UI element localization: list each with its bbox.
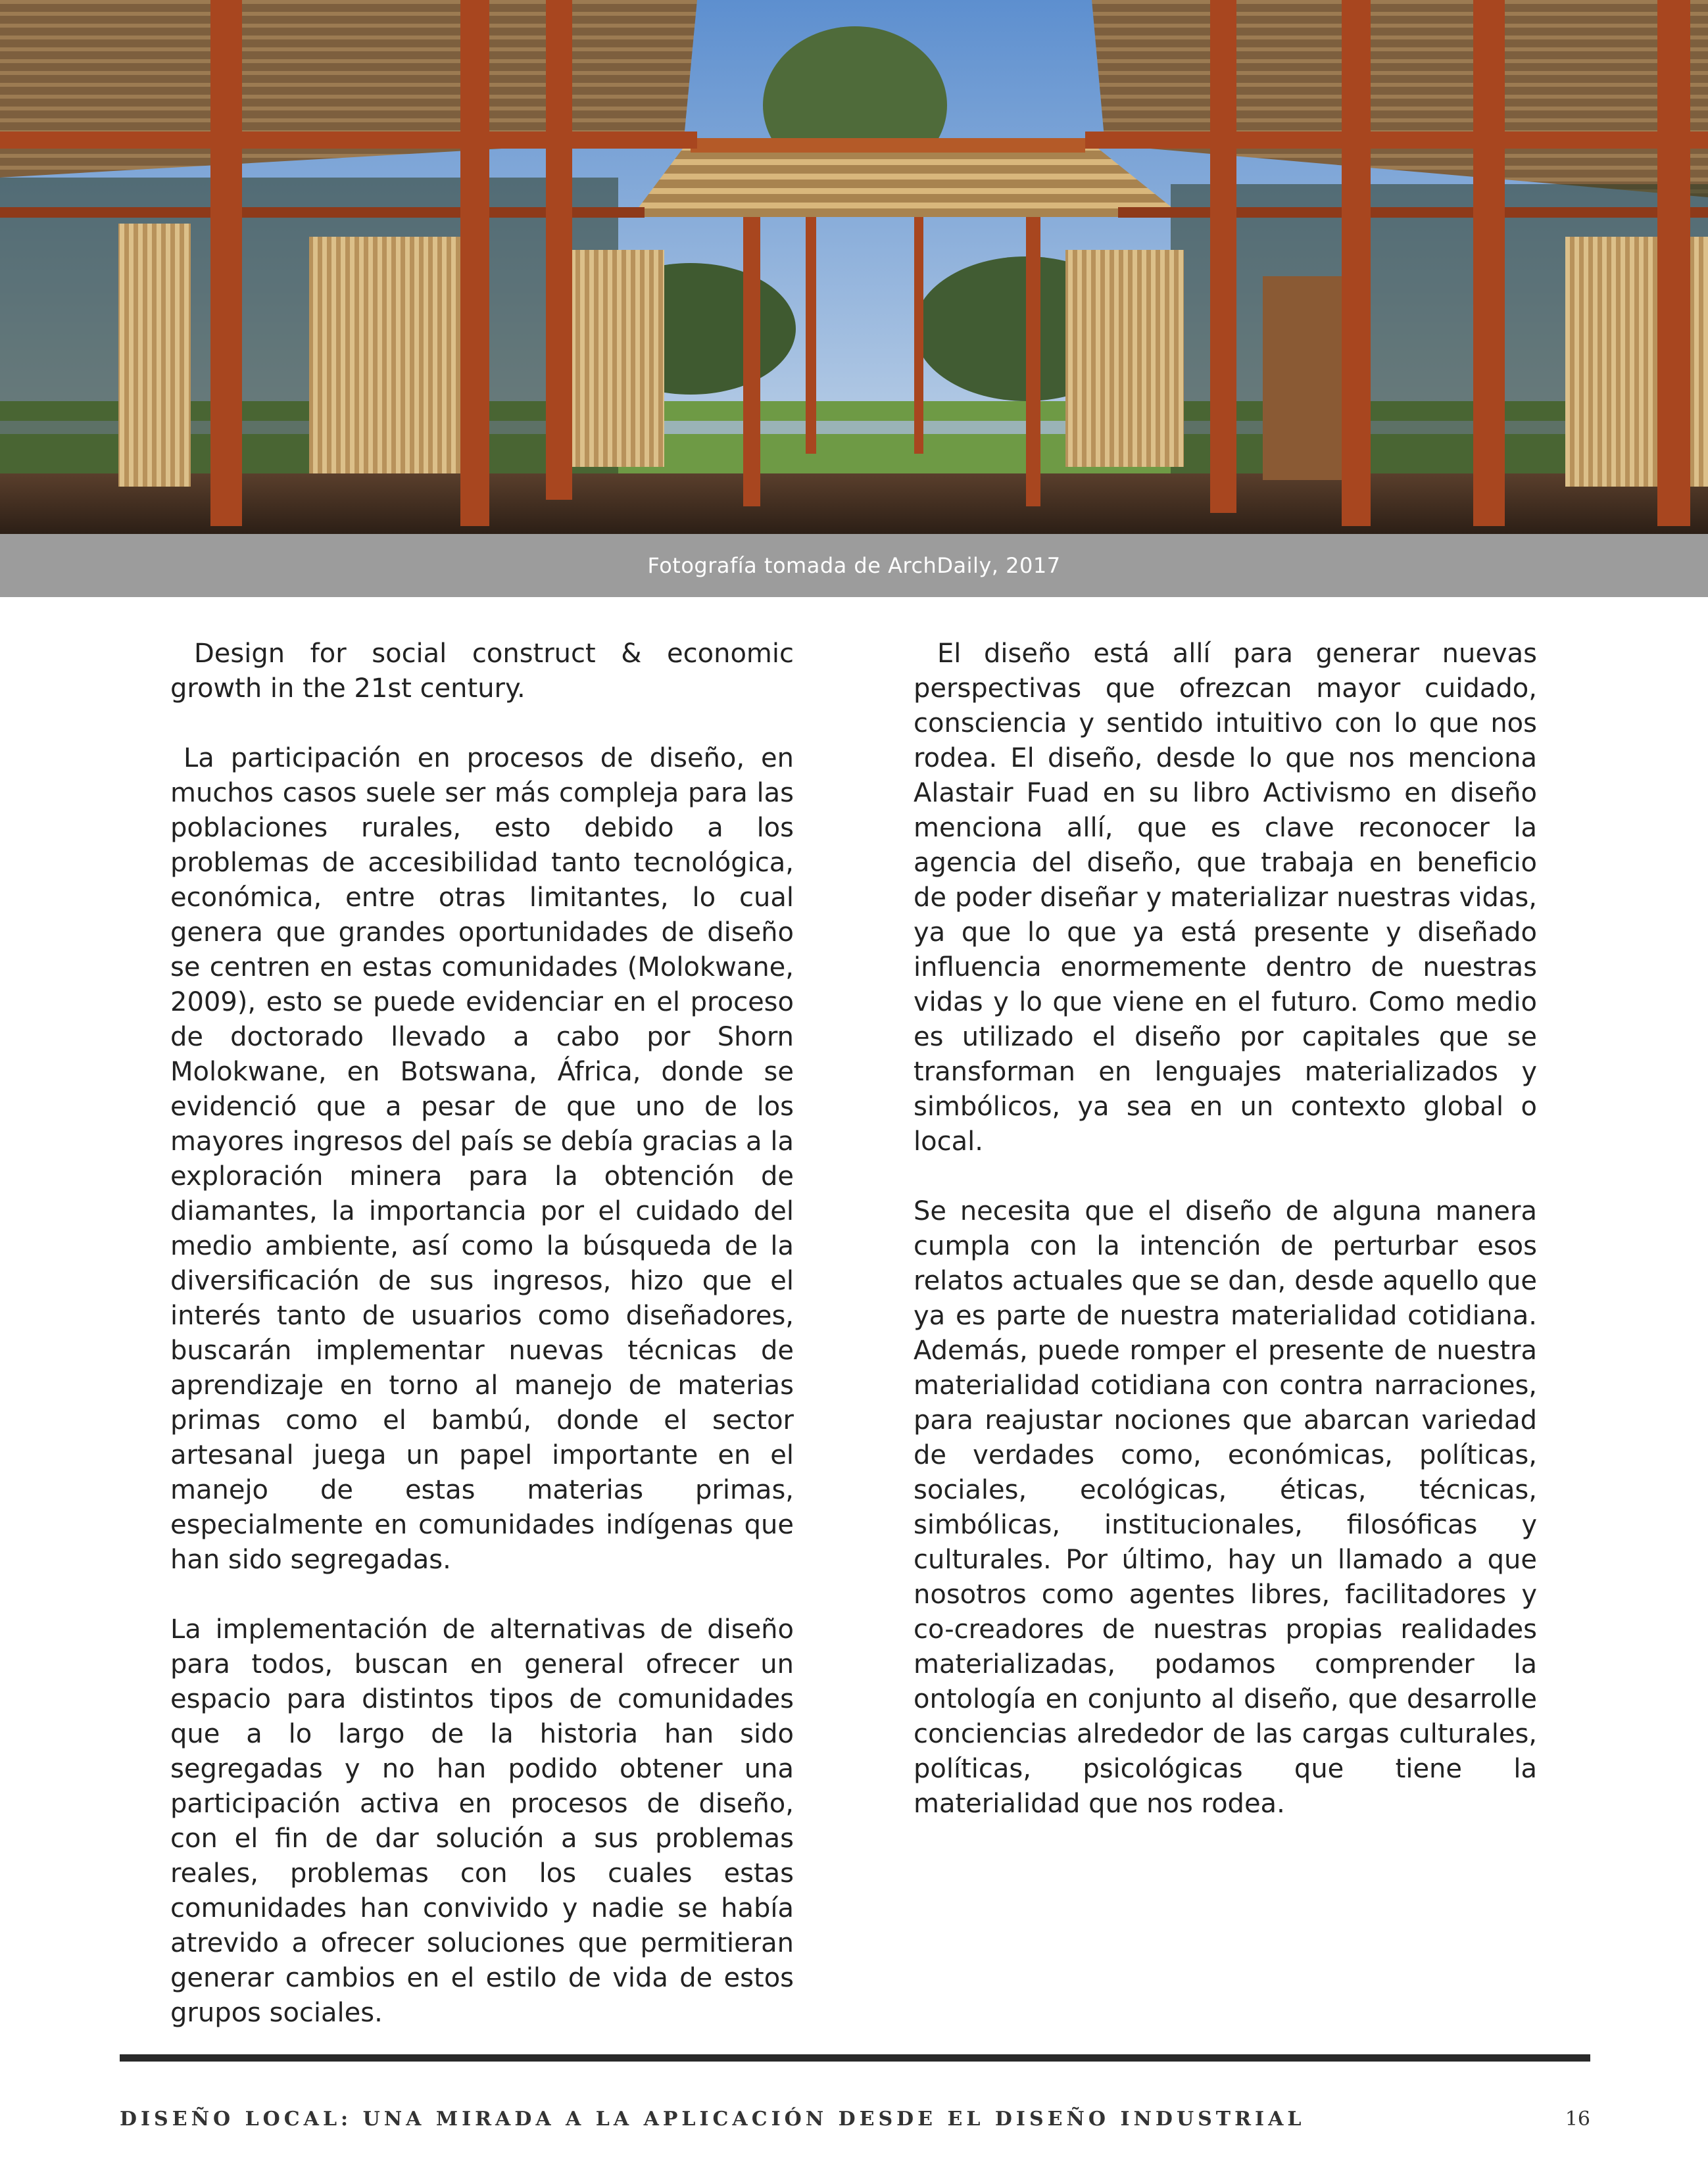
right-paragraph-2: Se necesita que el diseño de alguna manera cumpla con la intención de perturbar esos relatos actuales que se dan, desde aquello que ya es parte de nuestra materialidad cotidiana. Además, puede romper el presente de nuestra materialidad cotidiana con contra narraciones, para reajustar nociones que abarcan variedad de verdades como, económicas, políticas, sociales, ecológicas, éticas, técnicas, simbólicas, institucionales, filosóficas y culturales. Por último, hay un llamado a que nosotros como agentes libres, facilitadores y co-creadores de nuestras propias realidades materializadas, podamos comprender la ontología en conjunto al diseño, que desarrolle conciencias alrededor de las cargas culturales, políticas, psicológicas que tiene la materialidad que nos rodea. <box>914 1196 1537 1819</box>
footer-rule <box>120 2054 1590 2062</box>
left-paragraph-1: Design for social construct & economic growth in the 21st century. <box>170 639 794 704</box>
page-number: 16 <box>1565 2108 1590 2131</box>
left-column <box>170 637 794 2065</box>
left-paragraph-3: La implementación de alternativas de diseño para todos, buscan en general ofrecer un espacio para distintos tipos de comunidades que a lo largo de la historia han sido segregadas y no han podido obtener una participación activa en procesos de diseño, con el fin de dar solución a sus problemas reales, problemas con los cuales estas comunidades han convivido y nadie se había atrevido a ofrecer soluciones que permitieran generar cambios en el estilo de vida de estos grupos sociales. <box>170 1614 794 2028</box>
right-paragraph-1: El diseño está allí para generar nuevas perspectivas que ofrezcan mayor cuidado, consciencia y sentido intuitivo con lo que nos rodea. El diseño, desde lo que nos menciona Alastair Fuad en su libro Activismo en diseño menciona allí, que es clave reconocer la agencia del diseño, que trabaja en beneficio de poder diseñar y materializar nuestras vidas, ya que lo que ya está presente y diseñado influencia enormemente dentro de nuestras vidas y lo que viene en el futuro. Como medio es utilizado el diseño por capitales que se transforman en lenguajes materializados y simbólicos, ya sea en un contexto global o local. <box>914 639 1537 1157</box>
header-photo <box>0 0 1708 534</box>
bamboo-pavilion-image <box>0 0 1708 534</box>
left-paragraph-2: La participación en procesos de diseño, en muchos casos suele ser más compleja para las poblaciones rurales, esto debido a los problemas de accesibilidad tanto tecnológica, económica, entre otras limitantes, lo cual genera que grandes oportunidades de diseño se centren en estas comunidades (Molokwane, 2009), esto se puede evidenciar en el proceso de doctorado llevado a cabo por Shorn Molokwane, en Botswana, África, donde se evidenció que a pesar de que uno de los mayores ingresos del país se debía gracias a la exploración minera para la obtención de diamantes, la importancia por el cuidado del medio ambiente, así como la búsqueda de la diversificación de sus ingresos, hizo que el interés tanto de usuarios como diseñadores, buscarán implementar nuevas técnicas de aprendizaje en torno al manejo de materias primas como el bambú, donde el sector artesanal juega un papel importante en el manejo de estas materias primas, especialmente en comunidades indígenas que han sido segregadas. <box>170 743 794 1575</box>
running-footer-title: DISEÑO LOCAL: UNA MIRADA A LA APLICACIÓN DESDE EL DISEÑO INDUSTRIAL <box>120 2108 1305 2131</box>
photo-caption: Fotografía tomada de ArchDaily, 2017 <box>647 553 1061 578</box>
photo-caption-bar <box>0 534 1708 597</box>
right-column <box>914 637 1537 1856</box>
